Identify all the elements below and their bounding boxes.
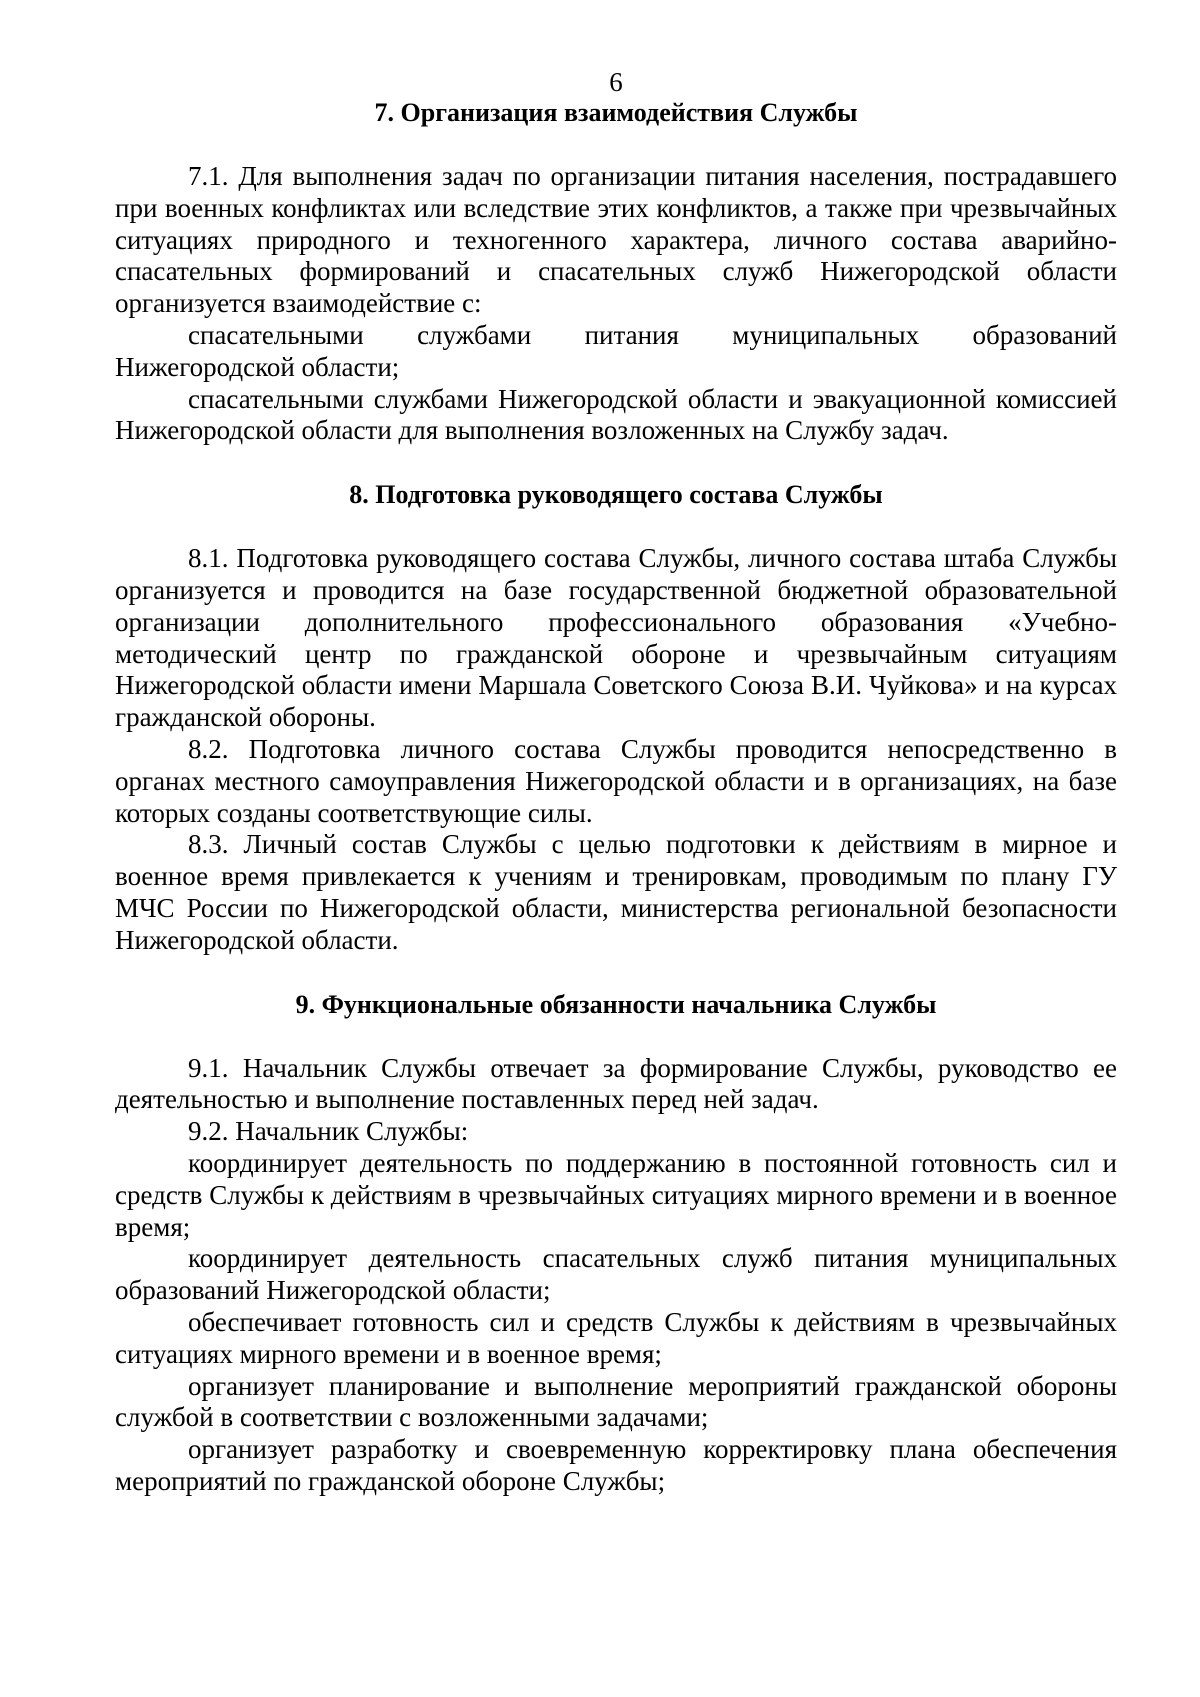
paragraph-7-1-item-1: спасательными службами питания муниципальных образований Нижегородской области; bbox=[115, 319, 1117, 382]
paragraph-9-2-item-4: организует планирование и выполнение мероприятий гражданской обороны службой в соответствии с возложенными задачами; bbox=[115, 1370, 1117, 1433]
paragraph-9-2-item-2: координирует деятельность спасательных служб питания муниципальных образований Нижегородской области; bbox=[115, 1243, 1117, 1306]
section-7-heading: 7. Организация взаимодействия Службы bbox=[374, 98, 858, 127]
paragraph-9-2-item-3: обеспечивает готовность сил и средств Службы к действиям в чрезвычайных ситуациях мирного времени и в военное время; bbox=[115, 1306, 1117, 1369]
document-body bbox=[115, 97, 1117, 1498]
paragraph-7-1-item-2: спасательными службами Нижегородской области и эвакуационной комиссией Нижегородской области для выполнения возложенных на Службу задач. bbox=[115, 383, 1117, 446]
paragraph-9-2-item-5: организует разработку и своевременную корректировку плана обеспечения мероприятий по гражданской обороне Службы; bbox=[115, 1434, 1117, 1496]
paragraph-9-2: 9.2. Начальник Службы: bbox=[188, 1116, 469, 1147]
paragraph-8-3: 8.3. Личный состав Службы с целью подготовки к действиям в мирное и военное время привлекается к учениям и тренировкам, проводимым по плану ГУ МЧС России по Нижегородской области, министерства региональной безопасности Нижегородской области. bbox=[115, 829, 1117, 955]
page-number: 6 bbox=[609, 67, 623, 97]
paragraph-7-1: 7.1. Для выполнения задач по организации питания населения, пострадавшего при военных конфликтах или вследствие этих конфликтов, а также при чрезвычайных ситуациях природного и техногенного характера, личного состава аварийно-спасательных формирований и спасательных служб Нижегородской области организуется взаимодействие с: bbox=[115, 161, 1117, 319]
paragraph-9-1: 9.1. Начальник Службы отвечает за формирование Службы, руководство ее деятельностью и выполнение поставленных перед ней задач. bbox=[115, 1052, 1117, 1115]
paragraph-9-2-item-1: координирует деятельность по поддержанию в постоянной готовность сил и средств Службы к действиям в чрезвычайных ситуациях мирного времени и в военное время; bbox=[115, 1147, 1117, 1242]
paragraph-8-2: 8.2. Подготовка личного состава Службы проводится непосредственно в органах местного самоуправления Нижегородской области и в организациях, на базе которых созданы соответствующие силы. bbox=[115, 733, 1117, 828]
paragraph-8-1: 8.1. Подготовка руководящего состава Службы, личного состава штаба Службы организуется и проводится на базе государственной бюджетной образовательной организации дополнительного профессионального образования «Учебно-методический центр по гражданской обороне и чрезвычайным ситуациям Нижегородской области имени Маршала Советского Союза В.И. Чуйкова» и на курсах гражданской обороны. bbox=[115, 543, 1117, 733]
section-9-heading: 9. Функциональные обязанности начальника Службы bbox=[295, 989, 937, 1019]
section-8-heading: 8. Подготовка руководящего состава Службы bbox=[349, 480, 883, 510]
